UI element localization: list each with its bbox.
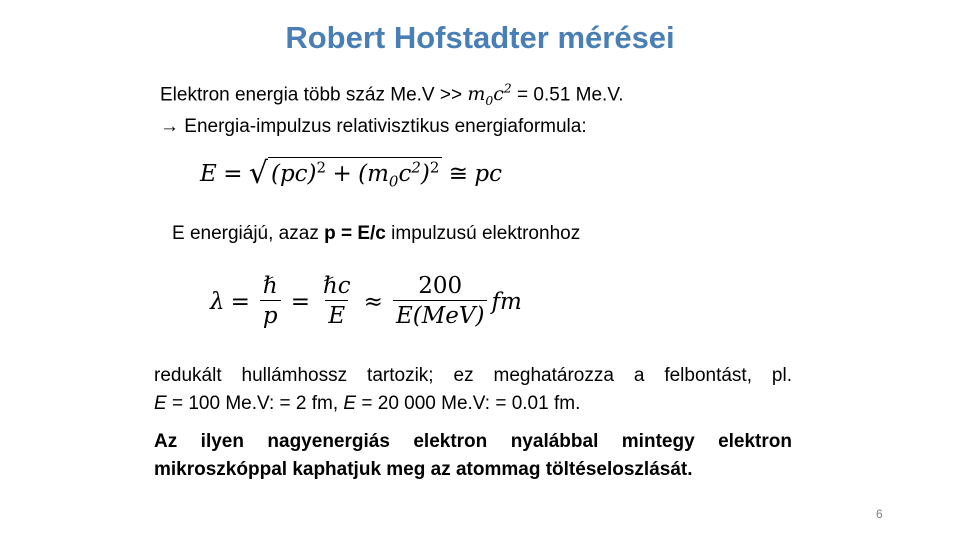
intro-line-1-text: Elektron energia több száz Me.V >> xyxy=(160,84,468,106)
page-number: 6 xyxy=(876,507,883,521)
intro-line-1-value: = 0.51 Me.V. xyxy=(511,84,624,106)
resolution-line-2: E = 100 Me.V: = 2 fm, E = 20 000 Me.V: = 0.01 fm. xyxy=(154,393,581,414)
energy-momentum-formula: E = √ $(pc)^2 + (m_0c^2)^2$ ≅ pc xyxy=(200,156,503,191)
momentum-line: E energiájú, azaz p = E/c impulzusú elektronhoz xyxy=(172,223,581,244)
intro-line-1 xyxy=(160,76,624,114)
conclusion-line-1: Az ilyen nagyenergiás elektron nyalábbal mintegy elektron xyxy=(154,431,792,452)
resolution-paragraph xyxy=(154,362,792,418)
sqrt-radicand: $(pc)^2 + (m_0c^2)^2$ xyxy=(268,157,442,186)
fraction-hbar-over-p: $\frac{\text{ℏ}}{p}$ xyxy=(260,272,281,331)
conclusion-line-2: mikroszkóppal kaphatjuk meg az atommag töltéseloszlását. xyxy=(154,459,693,480)
wavelength-formula: λ = $\frac{\text{ℏ}}{p}$ = $\frac{\text{ℏc}}{E}$ ≈ $\frac{200}{\text{E(MeV)}}$ fm xyxy=(210,273,522,329)
resolution-line-1: redukált hullámhossz tartozik; ez meghatározza a felbontást, pl. xyxy=(154,365,792,386)
fraction-200-over-e: $\frac{200}{\text{E(MeV)}}$ xyxy=(393,272,488,331)
intro-text xyxy=(160,76,624,140)
fraction-hbarc-over-e: $\frac{\text{ℏc}}{E}$ xyxy=(322,273,351,329)
slide-title: Robert Hofstadter mérései xyxy=(285,20,675,55)
conclusion-paragraph xyxy=(154,428,792,484)
sqrt-sign: √ xyxy=(248,156,268,191)
intro-line-2: → Energia-impulzus relativisztikus energiaformula: xyxy=(160,116,587,138)
rest-mass-symbol: $m_0c^2$ xyxy=(467,82,512,109)
